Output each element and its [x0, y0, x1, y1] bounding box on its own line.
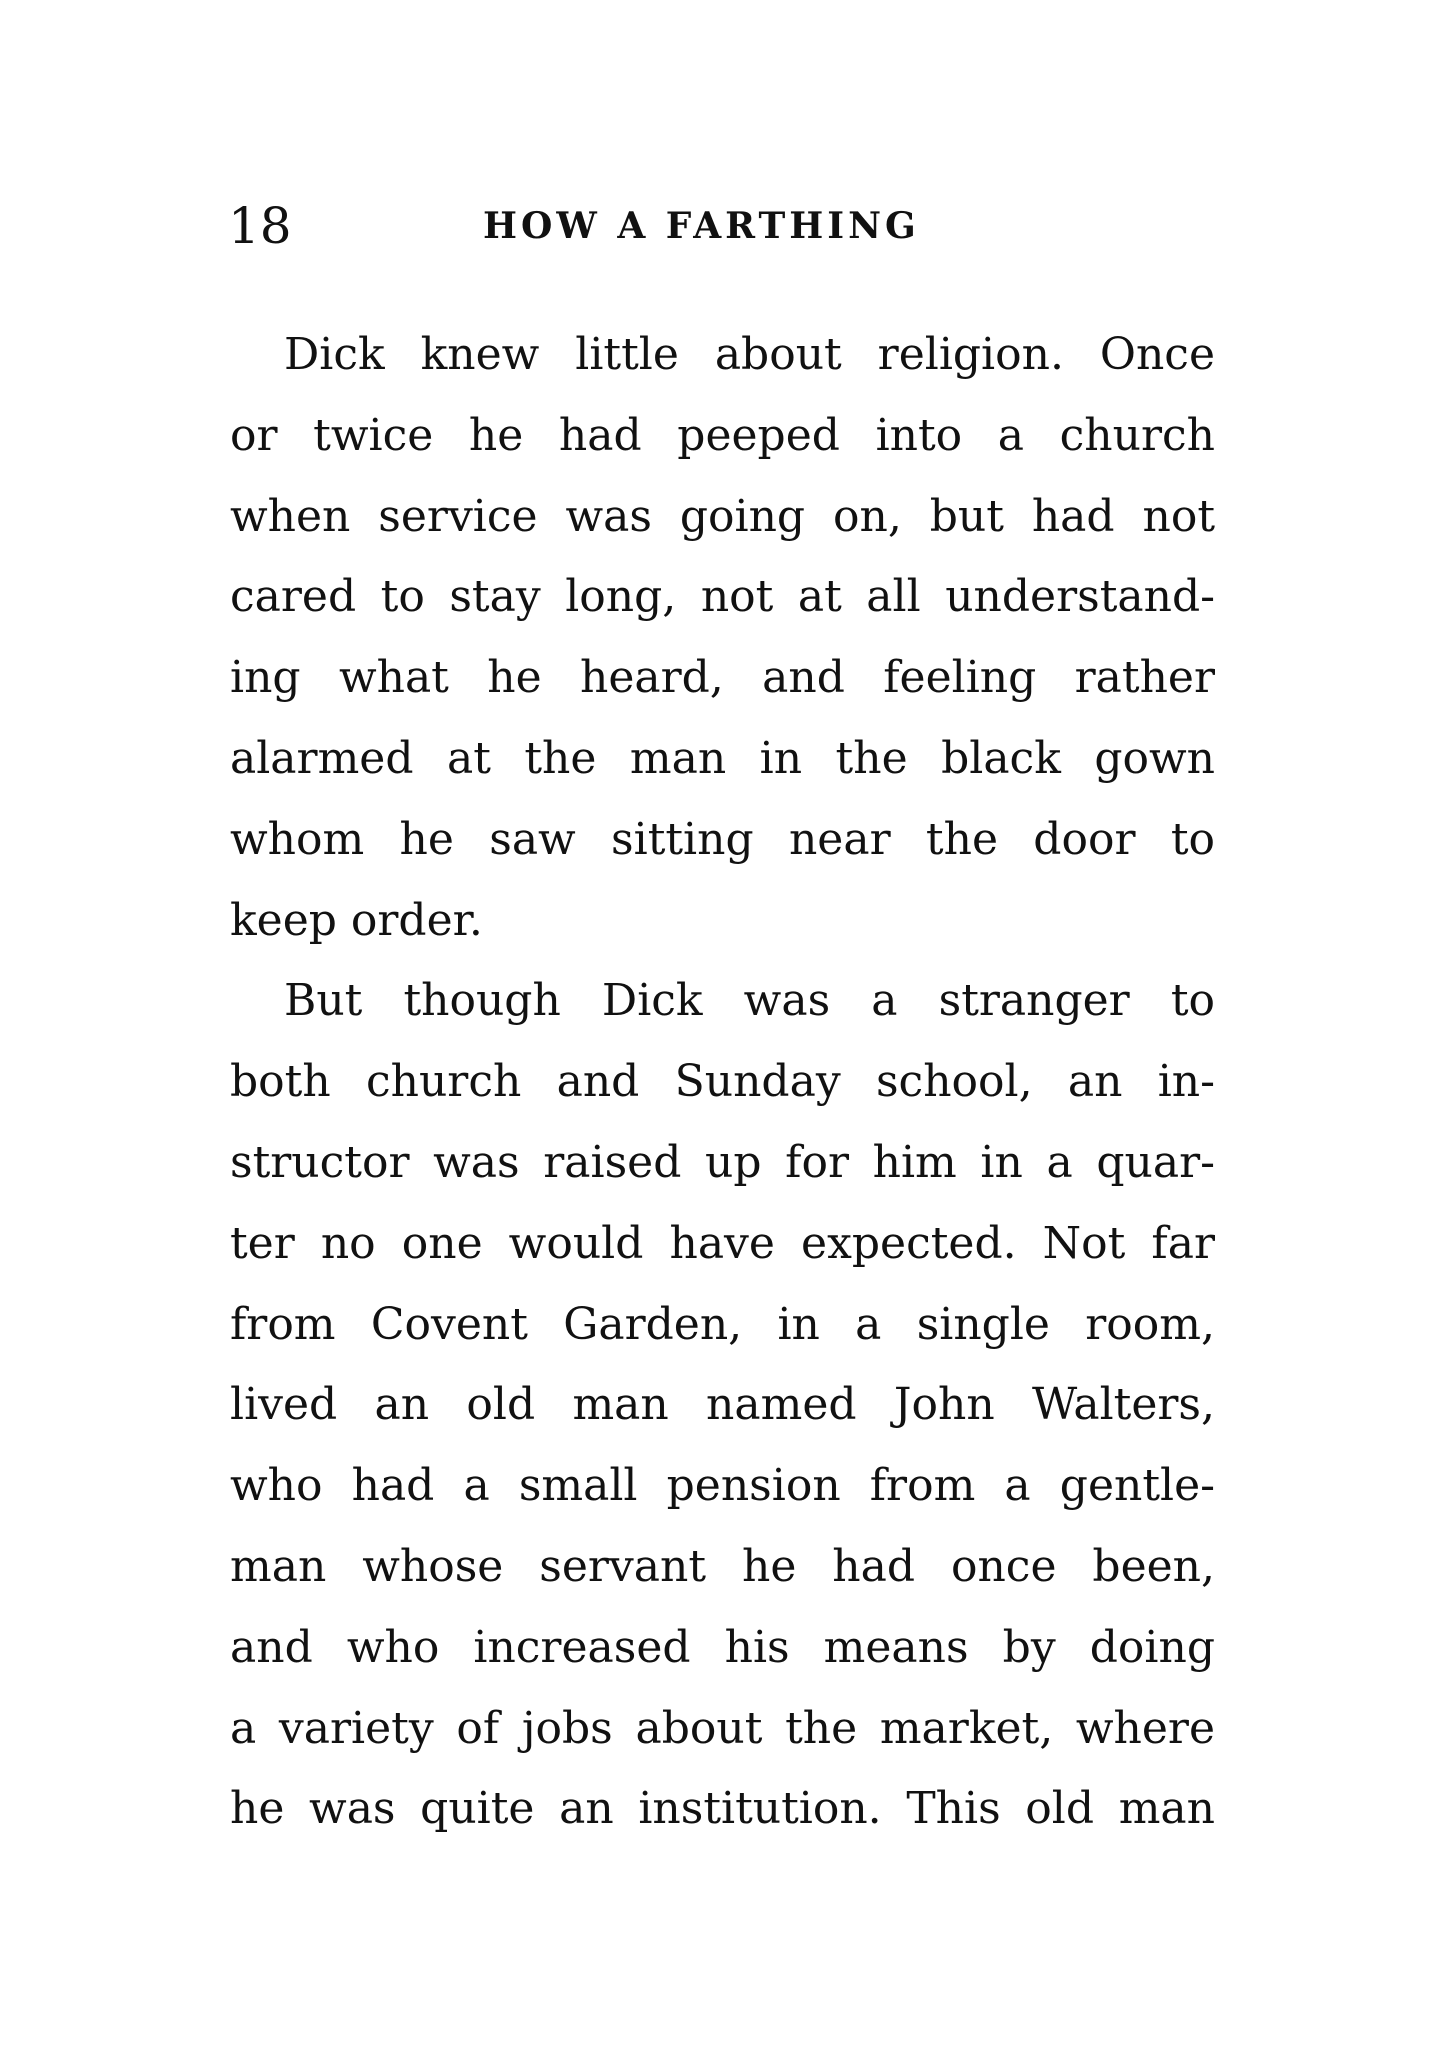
text-line: But though Dick was a stranger to	[284, 975, 1215, 1027]
text-line: man whose servant he had once been,	[230, 1540, 1215, 1592]
page-number: 18	[228, 197, 292, 255]
text-line: structor was raised up for him in a quar-	[230, 1136, 1215, 1188]
text-line: alarmed at the man in the black gown	[230, 732, 1215, 784]
text-line: he was quite an institution. This old man	[230, 1783, 1215, 1835]
text-line: from Covent Garden, in a single room,	[230, 1298, 1215, 1350]
text-line: both church and Sunday school, an in-	[230, 1056, 1215, 1108]
running-head: HOW A FARTHING	[483, 205, 920, 247]
text-line: lived an old man named John Walters,	[230, 1379, 1215, 1431]
text-line: whom he saw sitting near the door to	[230, 813, 1215, 865]
page-header	[228, 196, 1228, 256]
text-line: when service was going on, but had not	[230, 490, 1215, 542]
text-line: or twice he had peeped into a church	[230, 409, 1215, 461]
text-line: a variety of jobs about the market, where	[230, 1702, 1215, 1754]
text-line: keep order.	[230, 894, 483, 946]
text-line: who had a small pension from a gentle-	[230, 1460, 1215, 1512]
text-line: ing what he heard, and feeling rather	[230, 652, 1215, 704]
text-line: Dick knew little about religion. Once	[284, 329, 1215, 380]
body-text	[230, 315, 1215, 1850]
text-line: ter no one would have expected. Not far	[230, 1217, 1215, 1269]
text-line: and who increased his means by doing	[230, 1621, 1215, 1673]
text-line: cared to stay long, not at all understand-	[230, 571, 1215, 623]
